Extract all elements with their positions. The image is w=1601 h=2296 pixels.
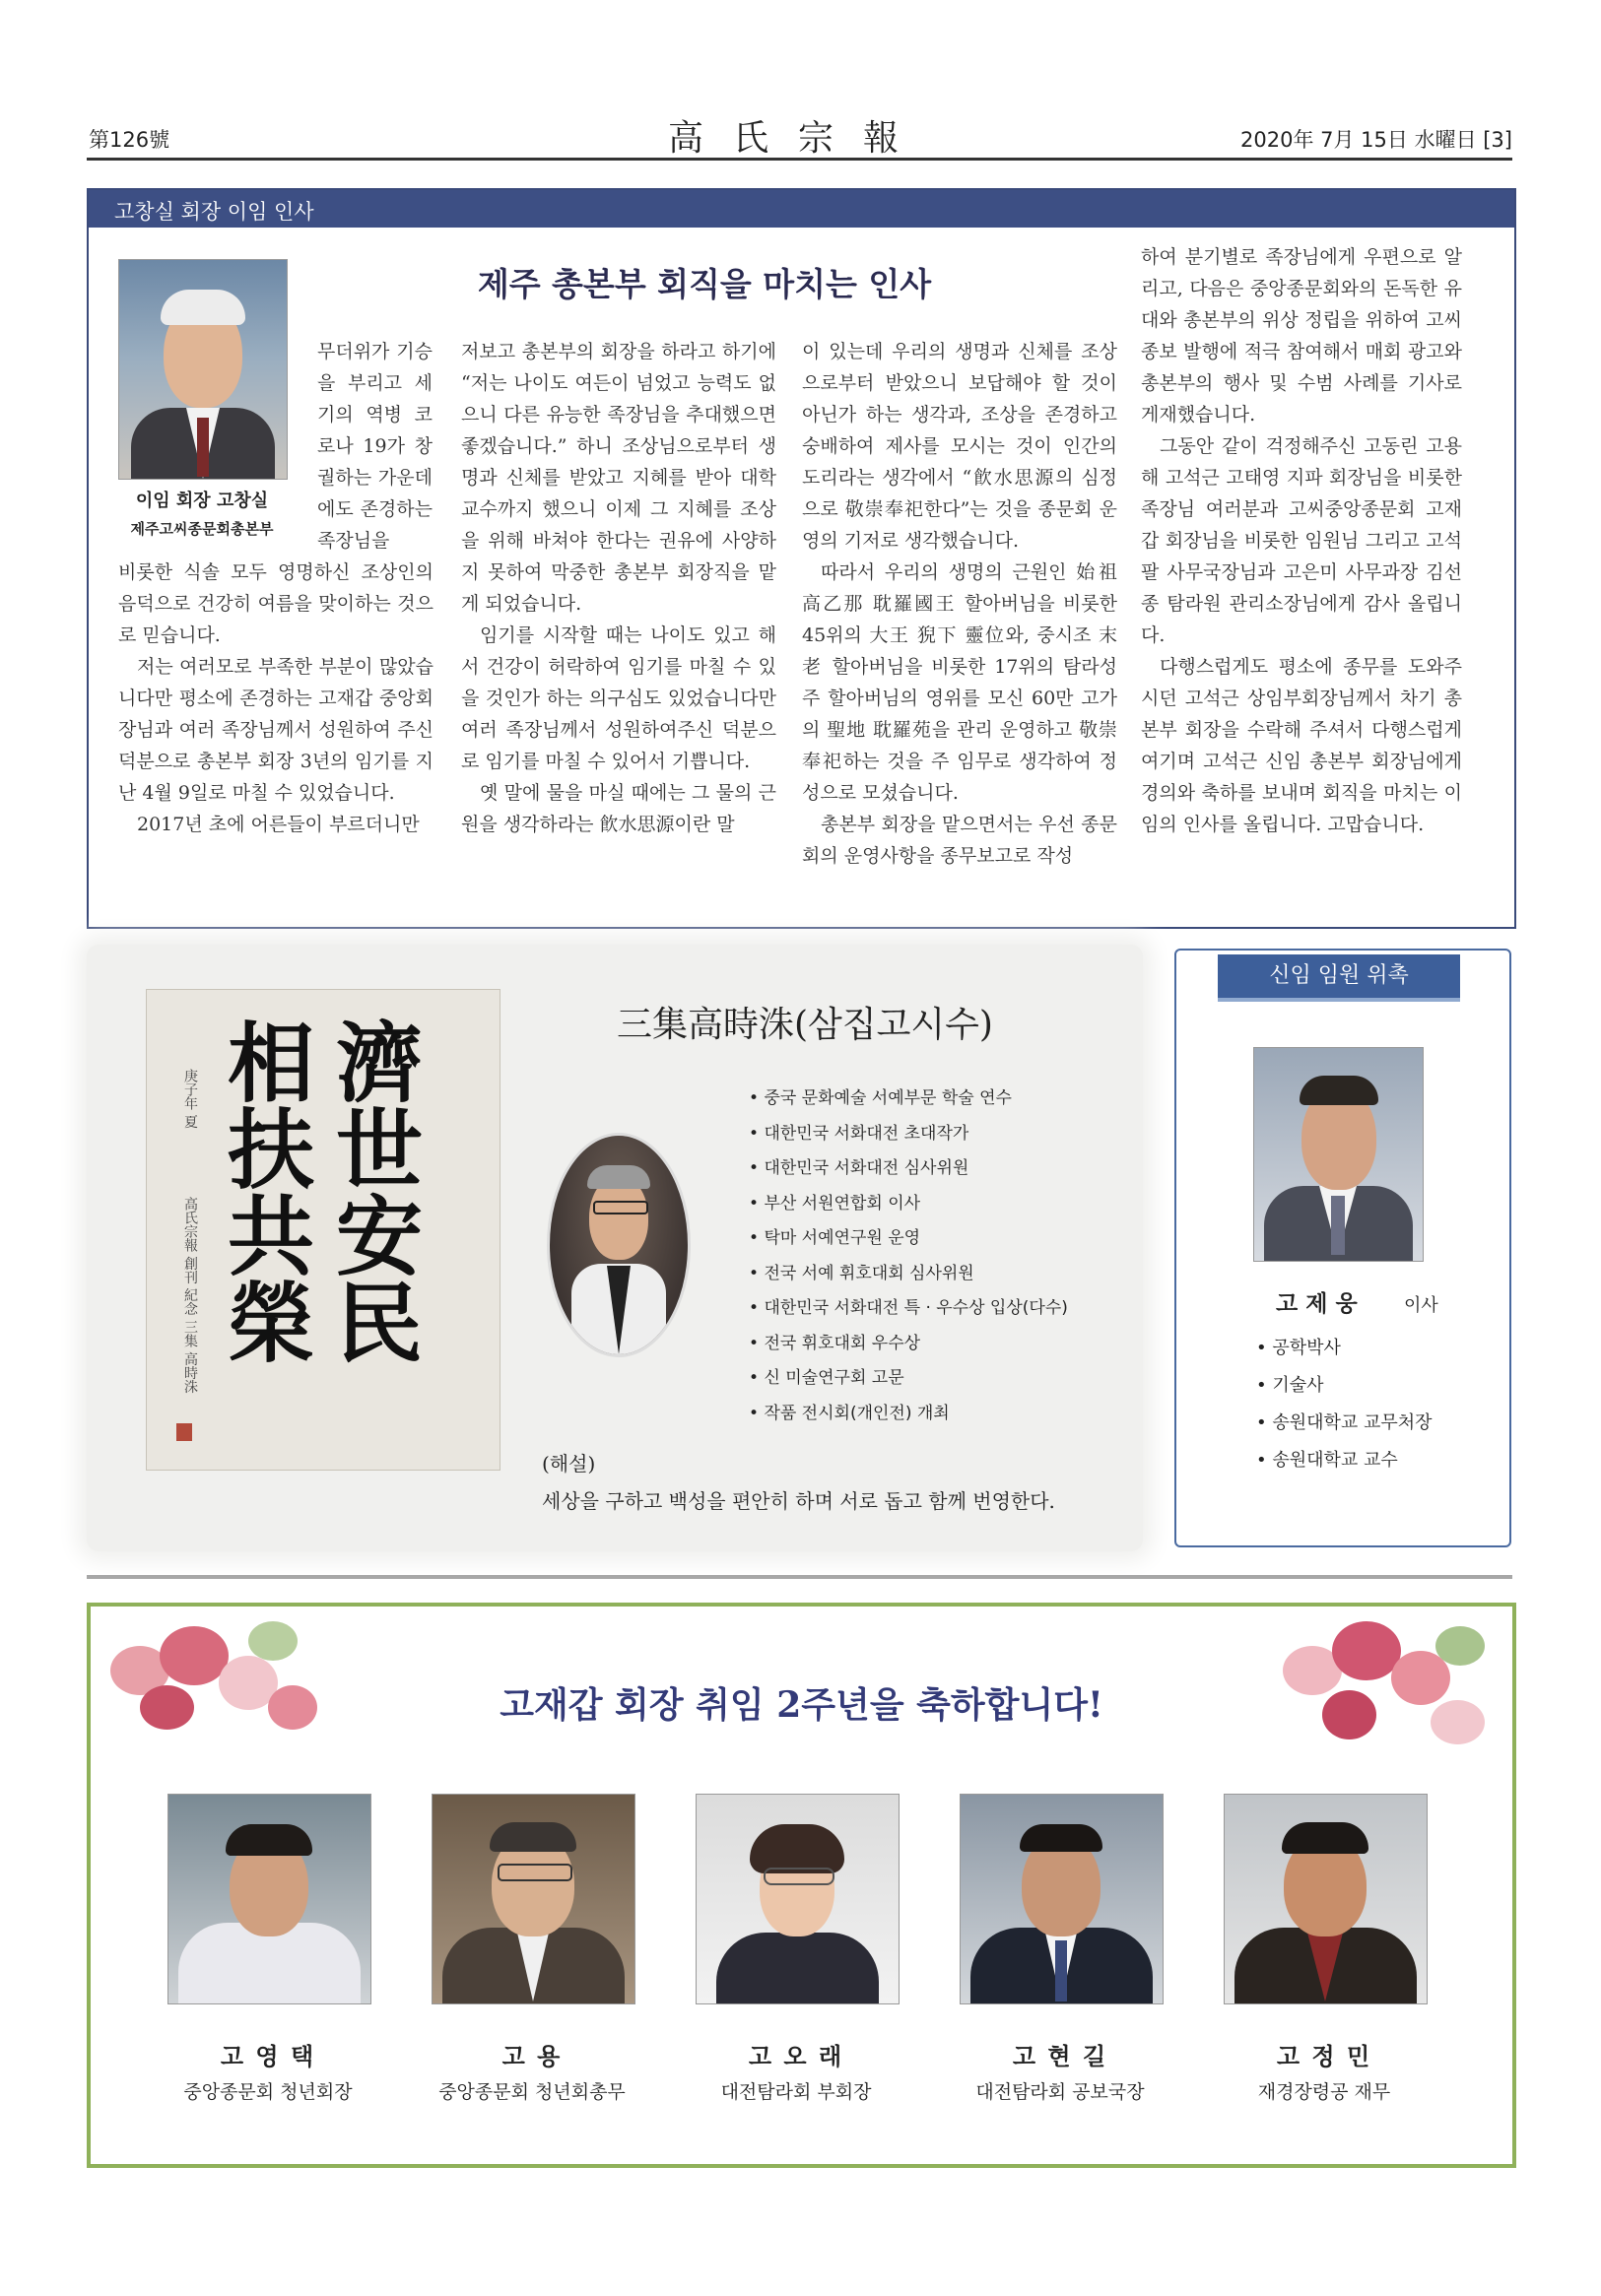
- new-officer-name: 고 제 웅: [1276, 1290, 1358, 1317]
- issue-date: 2020年 7月 15日 水曜日 [3]: [1240, 128, 1512, 152]
- article-col1: [118, 557, 434, 840]
- paragraph: 이 있는데 우리의 생명과 신체를 조상으로부터 받았으니 보답해야 할 것이 아닌가 하는 생각과, 조상을 존경하고 숭배하여 제사를 모시는 것이 인간의 도리라는 생각에서 “飮水思源의 심정으로 敬崇奉祀한다”는 것을 종문회 운영의 기저로 생각했습니다.: [802, 341, 1117, 552]
- credential-item: • 대한민국 서화대전 심사위원: [749, 1151, 1068, 1187]
- person-role: 재경장령공 재무: [1257, 2081, 1391, 2103]
- scroll-signature-inscription: 高氏宗報 創刊 紀念 三集 高時洙: [182, 1197, 198, 1394]
- paragraph: 그동안 같이 걱정해주신 고동린 고용해 고석근 고태영 지파 회장님을 비롯한 족장님 여러분과 고씨중앙종문회 고재갑 회장님을 비롯한 임원님 그리고 고석팔 사무국장님과 고은미 사무과장 김선종 탐라원 관리소장님에게 감사 올립니다.: [1141, 435, 1462, 646]
- new-officer-title: 이사: [1404, 1295, 1438, 1316]
- qualification-item: • 공학박사: [1256, 1330, 1433, 1367]
- farewell-article: [87, 188, 1516, 929]
- qualification-item: • 송원대학교 교수: [1256, 1442, 1433, 1479]
- paragraph: 2017년 초에 어른들이 부르더니만: [137, 814, 420, 835]
- issue-number: 第126號: [89, 128, 170, 152]
- credential-item: • 전국 서예 휘호대회 심사위원: [749, 1257, 1068, 1292]
- person-role: 중앙종문회 청년회장: [183, 2081, 353, 2103]
- person-role: 대전탐라회 공보국장: [975, 2081, 1145, 2103]
- paragraph: 따라서 우리의 생명의 근원인 始祖 高乙那 耽羅國王 할아버님을 비롯한 45위의 大王 猊下 靈位와, 중시조 末老 할아버님을 비롯한 17위의 탐라성주 할아버님의 영위를 모신 60만 고가의 聖地 耽羅苑을 관리 운영하고 敬崇奉祀하는 것을 주 임무로 생각하여 정성으로 모셨습니다.: [802, 561, 1117, 804]
- person-role: 중앙종문회 청년회총무: [438, 2081, 626, 2103]
- seal-stamp: [176, 1423, 192, 1441]
- qualification-item: • 기술사: [1256, 1367, 1433, 1405]
- photo-caption-name: 이임 회장 고창실: [135, 491, 269, 511]
- person-name: 고 용: [501, 2042, 563, 2070]
- person-role: 대전탐라회 부회장: [720, 2081, 872, 2103]
- credential-item: • 전국 휘호대회 우수상: [749, 1327, 1068, 1362]
- section-divider: [87, 1575, 1512, 1579]
- calligrapher-portrait: [547, 1133, 691, 1357]
- calligraphy-scroll: [146, 989, 500, 1471]
- masthead: 高氏宗報: [667, 118, 928, 159]
- person-photo: [960, 1794, 1164, 2004]
- new-officer-tag: 신임 임원 위촉: [1218, 954, 1460, 998]
- calligrapher-title: 三集高時洙(삼집고시수): [617, 1005, 993, 1045]
- calligrapher-credentials: [749, 1082, 1068, 1431]
- new-officer-qualifications: [1256, 1330, 1433, 1479]
- person-photo: [432, 1794, 635, 2004]
- congratulations-box: [87, 1603, 1516, 2168]
- section-label: 고창실 회장 이임 인사: [114, 200, 314, 224]
- paragraph: 다행스럽게도 평소에 종무를 도와주시던 고석근 상임부회장님께서 차기 총본부 회장을 수락해 주셔서 다행스럽게 여기며 고석근 신임 총본부 회장님에게 경의와 축하를 보내며 회직을 마치는 이임의 인사를 올립니다. 고맙습니다.: [1141, 656, 1462, 835]
- article-title: 제주 총본부 회직을 마치는 인사: [477, 265, 932, 303]
- credential-item: • 신 미술연구회 고문: [749, 1361, 1068, 1397]
- commentary-label: (해설): [542, 1452, 596, 1476]
- paragraph: 하여 분기별로 족장님에게 우편으로 알리고, 다음은 중앙종문회와의 돈독한 유대와 총본부의 위상 정립을 위하여 고씨종보 발행에 적극 참여해서 매회 광고와 총본부의 행사 및 수범 사례를 기사로 게재했습니다.: [1141, 246, 1462, 426]
- credential-item: • 탁마 서예연구원 운영: [749, 1221, 1068, 1257]
- credential-item: • 대한민국 서화대전 특 · 우수상 입상(다수): [749, 1291, 1068, 1327]
- scroll-date-inscription: 庚子年 夏: [182, 1069, 198, 1129]
- person-photo: [1224, 1794, 1428, 2004]
- calligraphy-column-right: 濟世安民: [322, 1017, 425, 1364]
- paragraph: 저는 여러모로 부족한 부분이 많았습니다만 평소에 존경하는 고재갑 중앙회장님과 여러 족장님께서 성원하여 주신 덕분으로 총본부 회장 3년의 임기를 지난 4월 9일로 마칠 수 있었습니다.: [118, 656, 434, 804]
- paragraph: 옛 말에 물을 마실 때에는 그 물의 근원을 생각하라는 飮水思源이란 말: [461, 782, 776, 835]
- paragraph: 저보고 총본부의 회장을 하라고 하기에 “저는 나이도 여든이 넘었고 능력도 없으니 다른 유능한 족장님을 추대했으면 좋겠습니다.” 하니 조상님으로부터 생명과 신체를 받았고 지혜를 받아 대학교수까지 했으니 이제 그 지혜를 조상을 위해 바쳐야 한다는 권유에 사양하지 못하여 막중한 총본부 회장직을 맡게 되었습니다.: [461, 341, 776, 615]
- calligraphy-column-left: 相扶共榮: [214, 1017, 316, 1364]
- person-name: 고 정 민: [1276, 2042, 1372, 2070]
- paragraph: 비롯한 식솔 모두 영명하신 조상인의 음덕으로 건강히 여름을 맞이하는 것으로 믿습니다.: [118, 561, 434, 646]
- new-officer-photo: [1253, 1047, 1424, 1262]
- person-name: 고 오 래: [748, 2042, 844, 2070]
- person-photo: [696, 1794, 900, 2004]
- qualification-item: • 송원대학교 교무처장: [1256, 1405, 1433, 1442]
- person-name: 고 현 길: [1012, 2042, 1108, 2070]
- person-photo: [167, 1794, 371, 2004]
- article-col1-narrow: 무더위가 기승을 부리고 세기의 역병 코로나 19가 창궐하는 가운데에도 존경하는 족장님을: [317, 341, 433, 552]
- photo-caption-org: 제주고씨종문회총본부: [130, 520, 274, 538]
- person-name: 고 영 택: [220, 2042, 316, 2070]
- credential-item: • 작품 전시회(개인전) 개최: [749, 1397, 1068, 1432]
- article-col4: [1141, 241, 1462, 840]
- section-bar: [89, 190, 1514, 228]
- congratulations-title: 고재갑 회장 취임 2주년을 축하합니다!: [500, 1684, 1103, 1726]
- credential-item: • 중국 문화예술 서예부문 학술 연수: [749, 1082, 1068, 1117]
- paragraph: 총본부 회장을 맡으면서는 우선 종문회의 운영사항을 종무보고로 작성: [802, 814, 1117, 867]
- paragraph: 임기를 시작할 때는 나이도 있고 해서 건강이 허락하여 임기를 마칠 수 있을 것인가 하는 의구심도 있었습니다만 여러 족장님께서 성원하여주신 덕분으로 임기를 마칠 수 있어서 기쁩니다.: [461, 624, 776, 772]
- retiring-chairman-photo: [118, 259, 288, 480]
- header-rule: [87, 158, 1512, 161]
- credential-item: • 대한민국 서화대전 초대작가: [749, 1117, 1068, 1152]
- commentary-text: 세상을 구하고 백성을 편안히 하며 서로 돕고 함께 번영한다.: [542, 1489, 1055, 1513]
- article-col2: [461, 336, 776, 840]
- credential-item: • 부산 서원연합회 이사: [749, 1187, 1068, 1222]
- article-col3: [802, 336, 1117, 872]
